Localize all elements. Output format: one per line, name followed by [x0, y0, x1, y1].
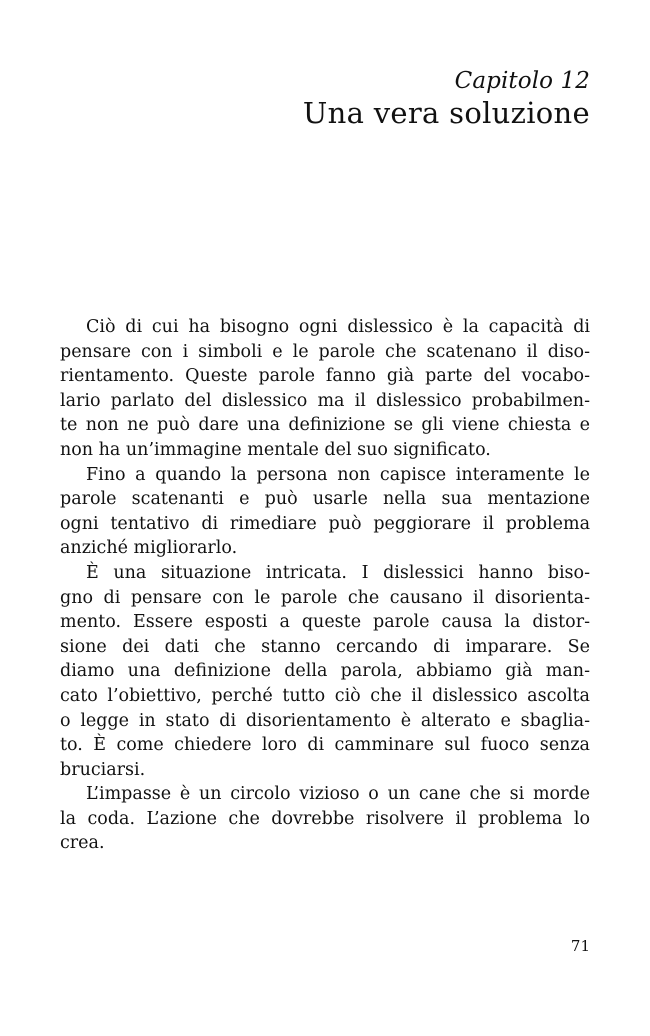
- text-line: ogni tentativo di rimediare può peggiorare il problema: [60, 513, 590, 534]
- paragraph: [60, 315, 590, 463]
- text-line: rientamento. Queste parole fanno già parte del vocabo-: [60, 366, 590, 387]
- page-number: 71: [570, 937, 590, 955]
- text-line: diamo una definizione della parola, abbiamo già man-: [60, 661, 590, 682]
- text-line: Fino a quando la persona non capisce interamente le: [86, 464, 590, 485]
- text-line: L’impasse è un circolo vizioso o un cane che si morde: [86, 784, 590, 805]
- chapter-title: Una vera soluzione: [302, 96, 590, 130]
- text-line: crea.: [60, 833, 105, 854]
- chapter-heading: [303, 66, 590, 130]
- paragraph: [60, 561, 590, 782]
- text-line: bruciarsi.: [60, 759, 146, 780]
- text-line: la coda. L’azione che dovrebbe risolvere il problema lo: [60, 808, 590, 829]
- text-line: gno di pensare con le parole che causano il disorienta-: [60, 587, 590, 608]
- paragraph: [60, 463, 590, 561]
- chapter-body: [60, 315, 590, 856]
- text-line: anziché migliorarlo.: [60, 538, 238, 559]
- text-line: parole scatenanti e può usarle nella sua mentazione: [60, 489, 590, 510]
- chapter-label: Capitolo 12: [454, 68, 590, 94]
- text-line: to. È come chiedere loro di camminare sul fuoco senza: [60, 735, 590, 756]
- text-line: Ciò di cui ha bisogno ogni dislessico è la capacità di: [86, 317, 590, 337]
- text-line: o legge in stato di disorientamento è alterato e sbaglia-: [60, 710, 590, 731]
- text-line: lario parlato del dislessico ma il dislessico probabilmen-: [60, 390, 590, 411]
- text-line: È una situazione intricata. I dislessici hanno biso-: [86, 562, 590, 583]
- text-line: cato l’obiettivo, perché tutto ciò che il dislessico ascolta: [60, 685, 590, 706]
- text-line: pensare con i simboli e le parole che scatenano il diso-: [60, 341, 590, 362]
- text-line: non ha un’immagine mentale del suo significato.: [60, 439, 491, 460]
- text-line: mento. Essere esposti a queste parole causa la distor-: [60, 612, 590, 633]
- text-line: sione dei dati che stanno cercando di imparare. Se: [60, 636, 590, 657]
- text-line: te non ne può dare una definizione se gli viene chiesta e: [60, 415, 590, 436]
- paragraph: [60, 782, 590, 856]
